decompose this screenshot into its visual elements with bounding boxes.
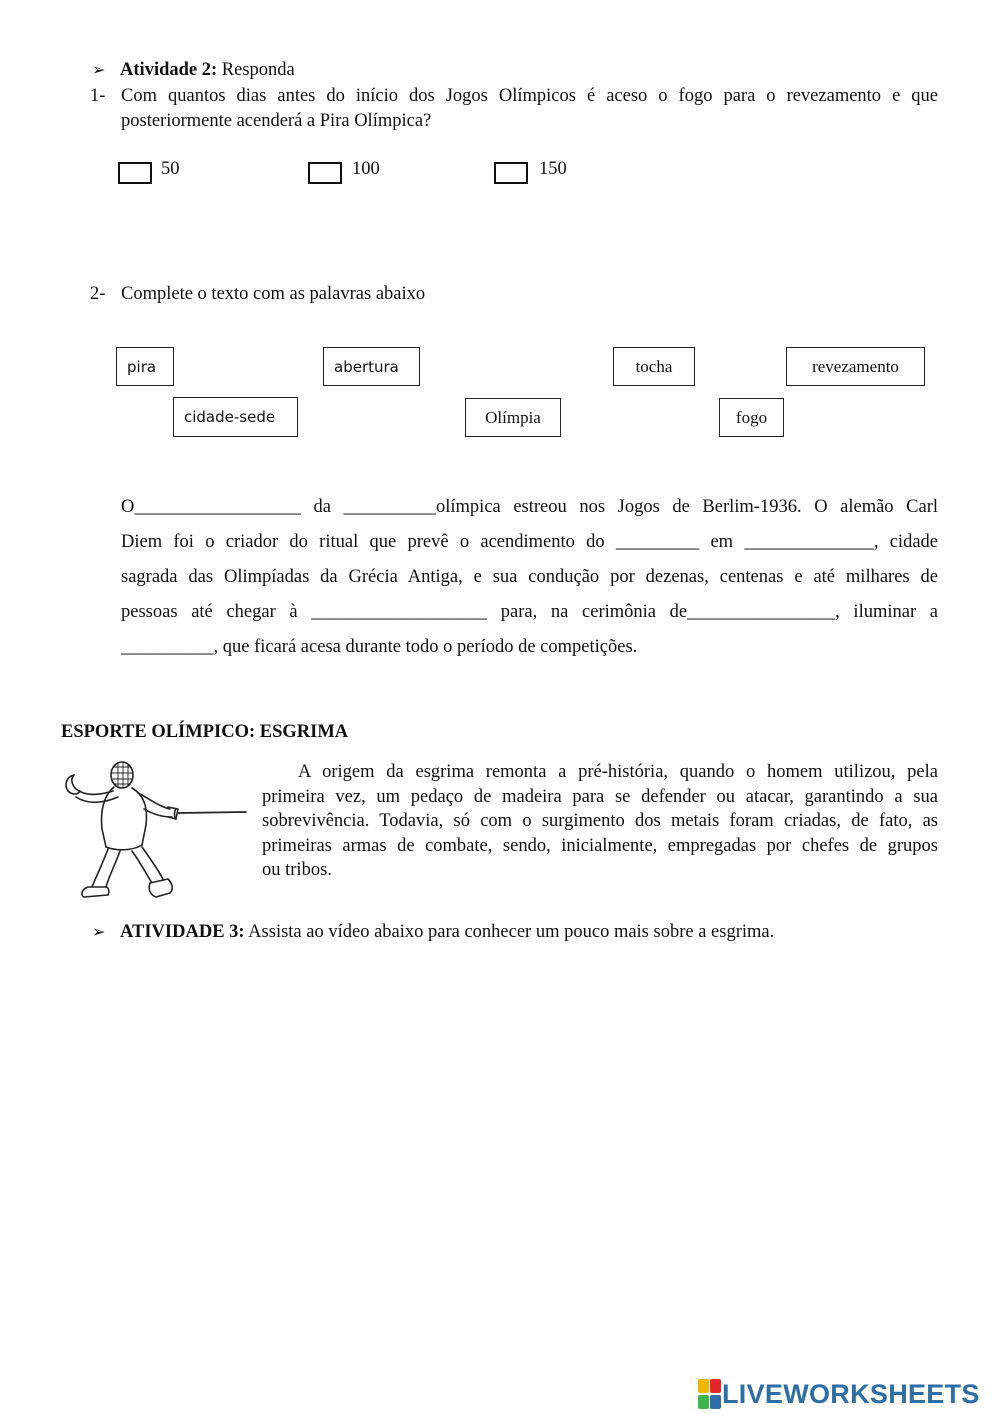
- option-100-checkbox[interactable]: [308, 162, 342, 184]
- question-2-number: 2-: [90, 284, 106, 304]
- option-150-checkbox[interactable]: [494, 162, 528, 184]
- question-1-number: 1-: [90, 86, 106, 106]
- activity-2-heading: [92, 60, 295, 81]
- option-100-label: 100: [352, 159, 380, 179]
- esgrima-section-title: ESPORTE OLÍMPICO: ESGRIMA: [61, 722, 349, 742]
- esgrima-line: ou tribos.: [262, 860, 332, 880]
- option-50-label: 50: [161, 159, 180, 179]
- option-50-checkbox[interactable]: [118, 162, 152, 184]
- arrow-bullet-icon: ➢: [92, 62, 106, 79]
- word-bank-item[interactable]: cidade-sede: [173, 397, 298, 437]
- arrow-bullet-icon: ➢: [92, 924, 106, 941]
- liveworksheets-logo-icon: [698, 1379, 722, 1409]
- liveworksheets-logo: [698, 1376, 980, 1412]
- esgrima-paragraph: [262, 760, 938, 883]
- activity-2-instruction: Responda: [217, 60, 295, 80]
- activity-3-instruction: Assista ao vídeo abaixo para conhecer um pouco mais sobre a esgrima.: [244, 922, 775, 942]
- liveworksheets-logo-text: LIVEWORKSHEETS: [722, 1378, 980, 1409]
- word-bank-item[interactable]: revezamento: [786, 347, 925, 386]
- word-bank-item[interactable]: Olímpia: [465, 398, 561, 437]
- question-2-text: Complete o texto com as palavras abaixo: [121, 284, 426, 304]
- activity-2-label: Atividade 2:: [120, 60, 218, 80]
- cloze-paragraph: [121, 490, 938, 665]
- esgrima-line: A origem da esgrima remonta a pré-história, quando o homem utilizou, pela: [298, 762, 938, 782]
- word-bank-item[interactable]: abertura: [323, 347, 420, 386]
- esgrima-line: primeira vez, um pedaço de madeira para se defender ou atacar, garantindo a sua: [262, 786, 938, 807]
- word-bank-item[interactable]: fogo: [719, 398, 784, 437]
- cloze-line[interactable]: sagrada das Olimpíadas da Grécia Antiga, e sua condução por dezenas, centenas e até milhares de: [121, 567, 938, 587]
- cloze-line[interactable]: pessoas até chegar à ___________________ para, na cerimônia de________________, iluminar a: [121, 602, 938, 622]
- esgrima-line: sobrevivência. Todavia, só com o surgimento dos metais foram criadas, de fato, as: [262, 811, 938, 831]
- cloze-line[interactable]: Diem foi o criador do ritual que prevê o acendimento do _________ em ______________, cidade: [121, 532, 938, 552]
- word-bank-item[interactable]: tocha: [613, 347, 695, 386]
- cloze-line[interactable]: __________, que ficará acesa durante todo o período de competições.: [121, 637, 638, 657]
- question-1-line-1: Com quantos dias antes do início dos Jogos Olímpicos é aceso o fogo para o revezamento e que: [121, 86, 938, 106]
- activity-3-label: ATIVIDADE 3:: [120, 922, 245, 942]
- cloze-line[interactable]: O__________________ da __________olímpica estreou nos Jogos de Berlim-1936. O alemão Carl: [121, 497, 938, 517]
- esgrima-line: primeiras armas de combate, sendo, inicialmente, empregadas por chefes de grupos: [262, 835, 938, 856]
- fencer-illustration: [56, 755, 252, 903]
- option-150-label: 150: [539, 159, 567, 179]
- activity-3-heading: [92, 922, 774, 943]
- word-bank-item[interactable]: pira: [116, 347, 174, 386]
- question-1-line-2: posteriormente acenderá a Pira Olímpica?: [121, 111, 432, 131]
